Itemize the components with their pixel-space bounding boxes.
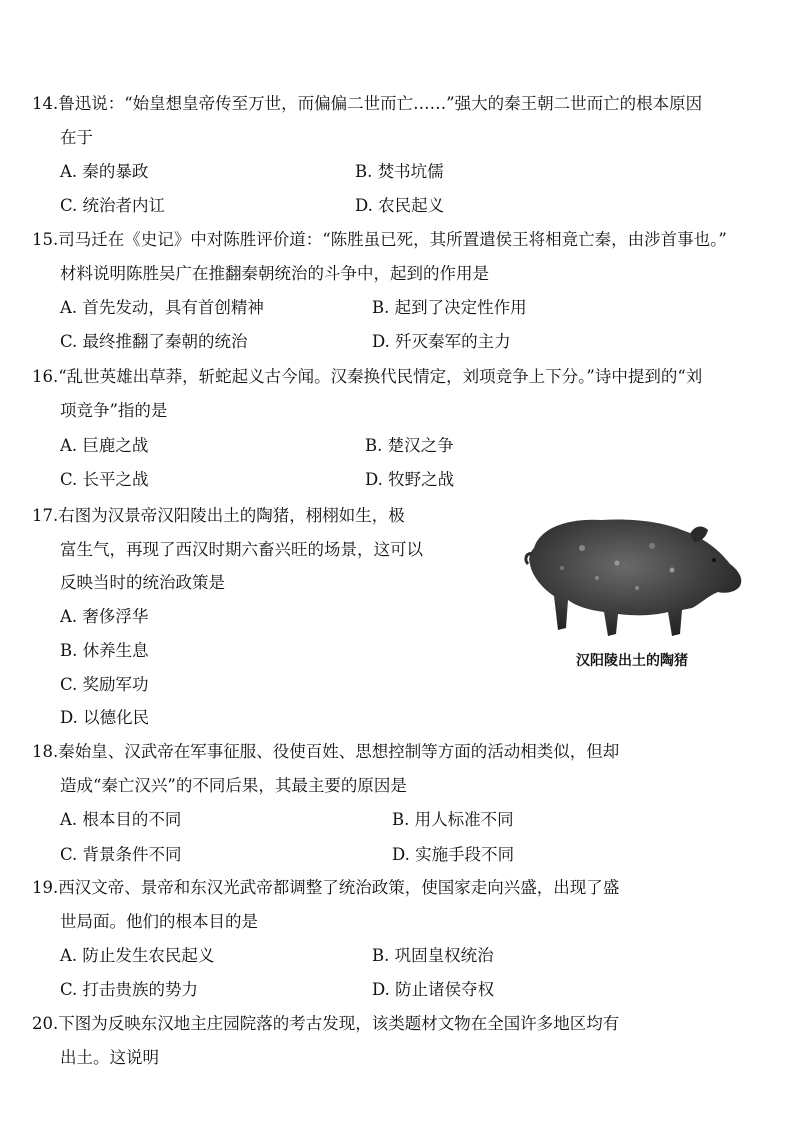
- question-19-stem-line-2: 世局面。他们的根本目的是: [60, 912, 258, 931]
- question-17-stem-line-2: 富生气，再现了西汉时期六畜兴旺的场景，这可以: [60, 540, 423, 559]
- question-20-text: 下图为反映东汉地主庄园院落的考古发现，该类题材文物在全国许多地区均有: [58, 1014, 620, 1033]
- question-14-number: 14.: [32, 94, 59, 113]
- question-18-number: 18.: [32, 742, 59, 761]
- question-19-option-b[interactable]: B. 巩固皇权统治: [372, 946, 494, 965]
- question-17-text: 右图为汉景帝汉阳陵出土的陶猪，栩栩如生，极: [58, 506, 405, 525]
- question-17-stem-line-3: 反映当时的统治政策是: [60, 573, 225, 592]
- question-19-number: 19.: [32, 878, 59, 897]
- question-15-option-a[interactable]: A. 首先发动，具有首创精神: [60, 298, 264, 317]
- question-16-number: 16.: [32, 367, 59, 386]
- question-15-number: 15.: [32, 230, 59, 249]
- question-18-option-d[interactable]: D. 实施手段不同: [392, 845, 515, 864]
- question-14-option-b[interactable]: B. 焚书坑儒: [355, 162, 444, 181]
- question-17-option-d[interactable]: D. 以德化民: [60, 708, 150, 727]
- question-15-option-c[interactable]: C. 最终推翻了秦朝的统治: [60, 332, 248, 351]
- question-15-stem-line-2: 材料说明陈胜吴广在推翻秦朝统治的斗争中，起到的作用是: [60, 264, 489, 283]
- question-18-option-b[interactable]: B. 用人标准不同: [392, 810, 514, 829]
- question-14-text: 鲁迅说：“始皇想皇帝传至万世，而偏偏二世而亡……”强大的秦王朝二世而亡的根本原因: [58, 94, 703, 113]
- question-14-option-a[interactable]: A. 秦的暴政: [60, 162, 149, 181]
- question-18-option-c[interactable]: C. 背景条件不同: [60, 845, 182, 864]
- question-19-option-c[interactable]: C. 打击贵族的势力: [60, 980, 199, 999]
- question-14-stem-line-2: 在于: [60, 128, 93, 147]
- question-20-stem-line-2: 出土。这说明: [60, 1048, 159, 1067]
- question-16-stem-line-2: 项竞争”指的是: [60, 401, 168, 420]
- question-18-option-a[interactable]: A. 根本目的不同: [60, 810, 182, 829]
- question-16-option-a[interactable]: A. 巨鹿之战: [60, 436, 149, 455]
- question-15-option-b[interactable]: B. 起到了决定性作用: [372, 298, 527, 317]
- question-17-number: 17.: [32, 506, 59, 525]
- question-16-option-b[interactable]: B. 楚汉之争: [365, 436, 454, 455]
- question-18-stem-line-2: 造成“秦亡汉兴”的不同后果，其最主要的原因是: [60, 776, 407, 795]
- question-15-option-d[interactable]: D. 歼灭秦军的主力: [372, 332, 511, 351]
- question-19-option-a[interactable]: A. 防止发生农民起义: [60, 946, 215, 965]
- question-16-text: “乱世英雄出草莽，斩蛇起义古今闻。汉秦换代民情定，刘项竞争上下分。”诗中提到的“刘: [58, 367, 703, 386]
- question-17-option-b[interactable]: B. 休养生息: [60, 641, 149, 660]
- pottery-pig-image: [522, 508, 744, 646]
- question-16-option-d[interactable]: D. 牧野之战: [365, 470, 455, 489]
- question-14-option-c[interactable]: C. 统治者内讧: [60, 196, 166, 215]
- question-17-option-a[interactable]: A. 奢侈浮华: [60, 607, 149, 626]
- question-20-number: 20.: [32, 1014, 59, 1033]
- question-20-stem-line-1: [32, 1014, 619, 1034]
- question-19-stem-line-1: [32, 878, 619, 898]
- question-18-stem-line-1: [32, 742, 619, 762]
- question-14-stem-line-1: [32, 94, 702, 114]
- question-19-option-d[interactable]: D. 防止诸侯夺权: [372, 980, 495, 999]
- question-19-text: 西汉文帝、景帝和东汉光武帝都调整了统治政策，使国家走向兴盛，出现了盛: [58, 878, 620, 897]
- question-17-option-c[interactable]: C. 奖励军功: [60, 675, 149, 694]
- question-15-stem-line-1: [32, 230, 727, 250]
- question-14-option-d[interactable]: D. 农民起义: [355, 196, 445, 215]
- question-17-stem-line-1: [32, 506, 405, 526]
- figure-caption: 汉阳陵出土的陶猪: [576, 653, 688, 669]
- question-16-stem-line-1: [32, 367, 702, 387]
- question-15-text: 司马迁在《史记》中对陈胜评价道：“陈胜虽已死，其所置遣侯王将相竟亡秦，由涉首事也。”: [58, 230, 727, 249]
- question-18-text: 秦始皇、汉武帝在军事征服、役使百姓、思想控制等方面的活动相类似，但却: [58, 742, 620, 761]
- pottery-pig-figure: [522, 508, 752, 674]
- question-16-option-c[interactable]: C. 长平之战: [60, 470, 149, 489]
